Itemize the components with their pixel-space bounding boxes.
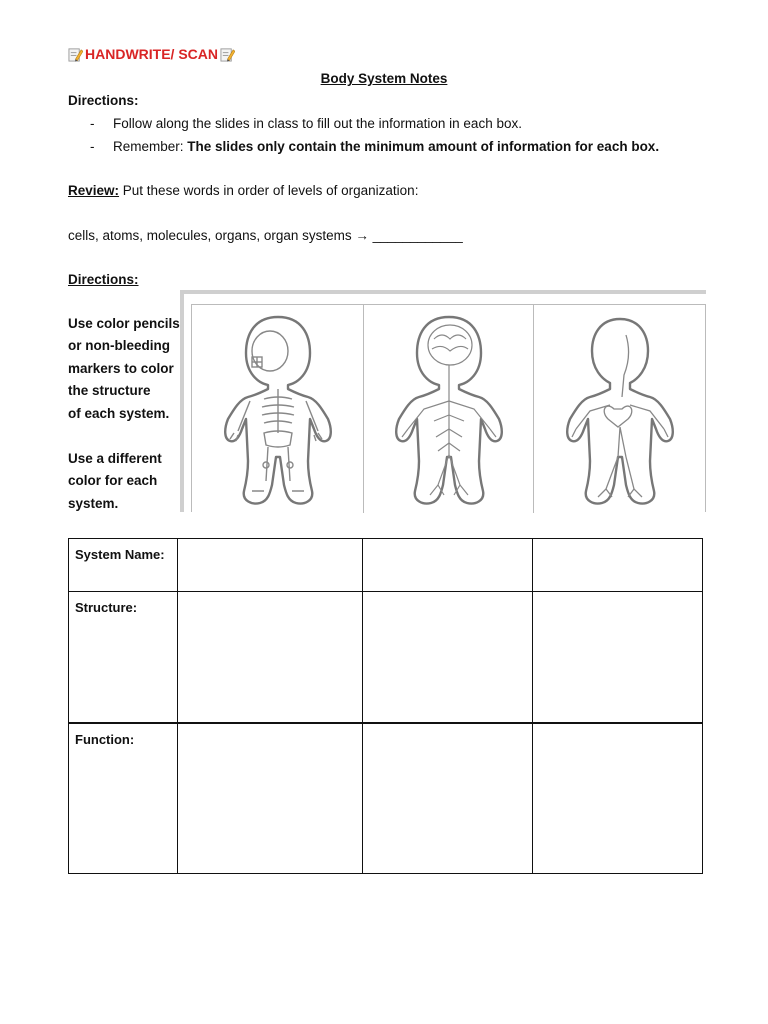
body-systems-figure [191,304,706,512]
answer-cell[interactable] [533,539,703,592]
instruction-line: system. [68,495,119,511]
figure-panel [534,305,707,513]
coloring-instructions-2 [68,448,162,515]
skeletal-system-icon [192,305,364,513]
answer-cell[interactable] [363,723,533,874]
row-label-function: Function: [69,723,178,874]
review-word-list: cells, atoms, molecules, organs, organ systems → ____________ [68,228,463,243]
row-label-system-name: System Name: [69,539,178,592]
banner-text: HANDWRITE/ SCAN [85,46,218,62]
review-text: Put these words in order of levels of organization: [119,183,419,198]
instruction-line: color for each [68,473,158,489]
instruction-line: markers to color [68,360,174,376]
answer-cell[interactable] [363,539,533,592]
table-row [69,539,703,592]
answer-cell[interactable] [533,592,703,724]
review-prompt [68,183,418,198]
answer-cell[interactable] [178,539,363,592]
answer-cell[interactable] [363,592,533,724]
review-label: Review: [68,183,120,198]
instruction-line: of each system. [68,405,170,421]
circulatory-system-icon [534,305,707,513]
remember-label: Remember: [113,139,188,154]
table-row [69,592,703,724]
remember-note: The slides only contain the minimum amount of information for each box. [187,139,660,154]
direction-item: Follow along the slides in class to fill out the information in each box. [113,116,522,131]
instruction-line: or non-bleeding [68,338,170,354]
row-label-structure: Structure: [69,592,178,724]
handwrite-scan-banner [68,46,235,62]
table-row [69,723,703,874]
figure-panel [192,305,364,513]
figure-panel [364,305,534,513]
bullet-marker: - [90,116,95,131]
directions-heading: Directions: [68,93,139,108]
memo-pencil-icon [68,47,83,62]
answer-cell[interactable] [178,723,363,874]
coloring-instructions [68,313,180,425]
answer-cell[interactable] [178,592,363,724]
bullet-marker: - [90,139,95,154]
directions-heading-2: Directions: [68,272,139,287]
system-notes-table [68,538,703,874]
instruction-line: Use color pencils [68,316,180,331]
nervous-system-icon [364,305,534,513]
direction-item [113,139,659,154]
answer-cell[interactable] [533,723,703,874]
instruction-line: the structure [68,383,151,399]
page-title: Body System Notes [320,71,448,86]
instruction-line: Use a different [68,451,162,466]
memo-pencil-icon [220,47,235,62]
